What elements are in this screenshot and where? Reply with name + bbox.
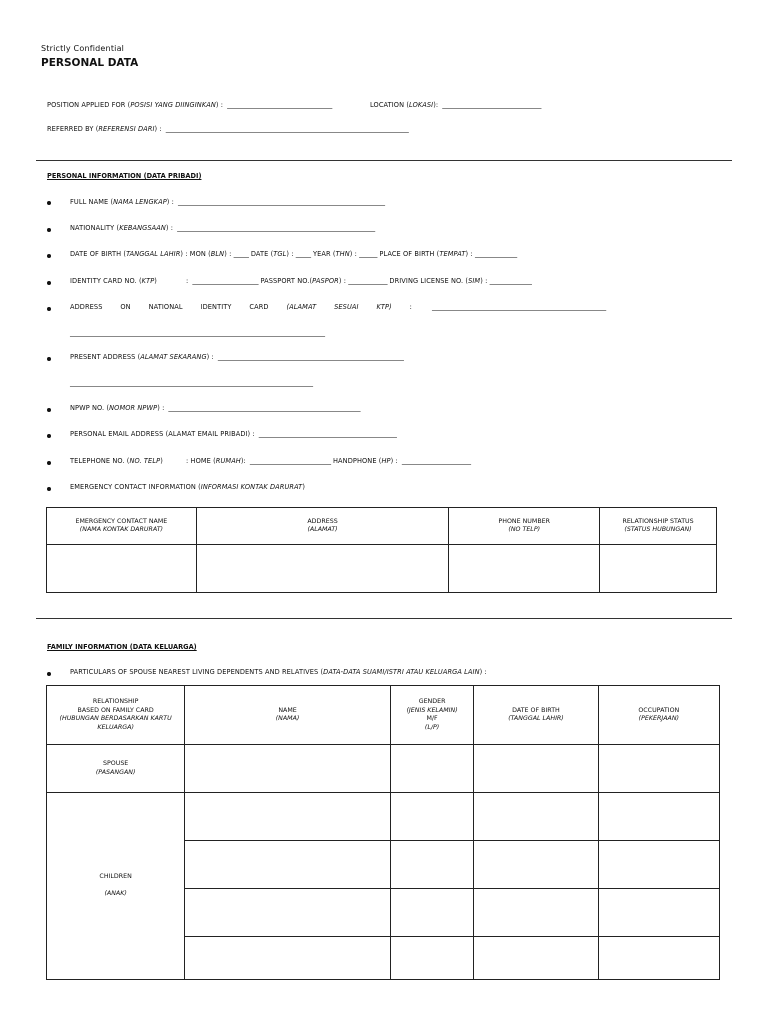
table-row xyxy=(47,745,720,793)
bullet-icon xyxy=(47,307,51,311)
dob-year-field[interactable]: ______ xyxy=(359,250,378,258)
dob-date-field[interactable]: _____ xyxy=(295,250,311,258)
header-relationship: RELATIONSHIP STATUS (STATUS HUBUNGAN) xyxy=(600,508,717,545)
confidential-label: Strictly Confidential xyxy=(41,44,125,53)
spouse-gender-cell[interactable] xyxy=(390,745,474,793)
full-name-row: FULL NAME (NAMA LENGKAP) : _____________________________________________________________________ xyxy=(70,198,385,206)
child-occupation-cell[interactable] xyxy=(598,841,719,889)
family-table xyxy=(46,685,720,980)
location-field[interactable]: _________________________________ xyxy=(440,101,542,109)
referred-row: REFERRED BY (REFERENSI DARI) : _________________________________________________________________________________ xyxy=(47,125,409,133)
table-row xyxy=(47,545,717,593)
nationality-row: NATIONALITY (KEBANGSAAN) : __________________________________________________________________ xyxy=(70,224,375,232)
child-dob-cell[interactable] xyxy=(474,841,598,889)
present-address-field-2[interactable]: _________________________________________________________________________________ xyxy=(70,379,313,387)
bullet-icon xyxy=(47,434,51,438)
personal-section-title: PERSONAL INFORMATION (DATA PRIBADI) xyxy=(47,172,202,180)
header-family-gender: GENDER (JENIS KELAMIN) M/F (L/P) xyxy=(390,686,474,745)
child-occupation-cell[interactable] xyxy=(598,793,719,841)
bullet-icon xyxy=(47,281,51,285)
child-name-cell[interactable] xyxy=(185,793,391,841)
particulars-row: PARTICULARS OF SPOUSE NEAREST LIVING DEPENDENTS AND RELATIVES (DATA-DATA SUAMI/ISTRI ATAU KELUARGA LAIN) : xyxy=(70,668,487,676)
birthplace-field[interactable]: ______________ xyxy=(474,250,517,258)
child-name-cell[interactable] xyxy=(185,937,391,980)
child-gender-cell[interactable] xyxy=(390,793,474,841)
position-row: POSITION APPLIED FOR (POSISI YANG DIINGINKAN) : ___________________________________ xyxy=(47,101,332,109)
identity-row: IDENTITY CARD NO. (KTP) xyxy=(70,277,157,285)
header-phone: PHONE NUMBER (NO TELP) xyxy=(449,508,600,545)
email-field[interactable]: ______________________________________________ xyxy=(256,430,397,438)
present-address-row: PRESENT ADDRESS (ALAMAT SEKARANG) : ______________________________________________________________ xyxy=(70,353,404,361)
child-name-cell[interactable] xyxy=(185,889,391,937)
telephone-fields-row: : HOME (RUMAH): ___________________________ HANDPHONE (HP) : _______________________ xyxy=(186,457,471,465)
dob-month-field[interactable]: _____ xyxy=(233,250,249,258)
emergency-phone-cell[interactable] xyxy=(449,545,600,593)
bullet-icon xyxy=(47,357,51,361)
present-address-field[interactable]: ______________________________________________________________ xyxy=(216,353,404,361)
emergency-name-cell[interactable] xyxy=(47,545,197,593)
address-ktp-row: ADDRESS ON NATIONAL IDENTITY CARD (ALAMAT SESUAI KTP) : xyxy=(70,303,412,311)
child-occupation-cell[interactable] xyxy=(598,937,719,980)
emergency-address-cell[interactable] xyxy=(196,545,449,593)
bullet-icon xyxy=(47,201,51,205)
address-ktp-field-2[interactable]: _____________________________________________________________________________________ xyxy=(70,329,325,337)
child-name-cell[interactable] xyxy=(185,841,391,889)
spouse-dob-cell[interactable] xyxy=(474,745,598,793)
dob-row: DATE OF BIRTH (TANGGAL LAHIR) : MON (BLN) : _____ DATE (TGL) : _____ YEAR (THN) : ______ PLACE OF BIRTH (TEMPAT) : ______________ xyxy=(70,250,517,258)
location-row: LOCATION (LOKASI): _________________________________ xyxy=(370,101,542,109)
nationality-field[interactable]: __________________________________________________________________ xyxy=(175,224,375,232)
child-gender-cell[interactable] xyxy=(390,841,474,889)
table-row xyxy=(47,793,720,841)
full-name-field[interactable]: _____________________________________________________________________ xyxy=(176,198,385,206)
address-ktp-field[interactable]: __________________________________________________________ xyxy=(432,303,606,311)
bullet-icon xyxy=(47,461,51,465)
child-occupation-cell[interactable] xyxy=(598,889,719,937)
child-dob-cell[interactable] xyxy=(474,937,598,980)
passport-field[interactable]: _____________ xyxy=(348,277,388,285)
child-dob-cell[interactable] xyxy=(474,889,598,937)
divider xyxy=(36,160,732,161)
child-gender-cell[interactable] xyxy=(390,937,474,980)
page-title: PERSONAL DATA xyxy=(41,57,139,69)
spouse-name-cell[interactable] xyxy=(185,745,391,793)
npwp-field[interactable]: ________________________________________________________________ xyxy=(166,404,361,412)
driving-license-field[interactable]: ______________ xyxy=(489,277,532,285)
spouse-occupation-cell[interactable] xyxy=(598,745,719,793)
child-dob-cell[interactable] xyxy=(474,793,598,841)
bullet-icon xyxy=(47,487,51,491)
family-section-title: FAMILY INFORMATION (DATA KELUARGA) xyxy=(47,643,197,651)
spouse-label-cell: SPOUSE (PASANGAN) xyxy=(47,745,185,793)
handphone-field[interactable]: _______________________ xyxy=(400,457,471,465)
position-field[interactable]: ___________________________________ xyxy=(225,101,332,109)
telephone-row: TELEPHONE NO. (NO. TELP) xyxy=(70,457,163,465)
referred-field[interactable]: _________________________________________________________________________________ xyxy=(163,125,409,133)
email-row: PERSONAL EMAIL ADDRESS (ALAMAT EMAIL PRIBADI) : ______________________________________________ xyxy=(70,430,397,438)
identity-fields-row: : ______________________ PASSPORT NO.(PASPOR) : _____________ DRIVING LICENSE NO. (SIM) : ______________ xyxy=(186,277,532,285)
header-family-occupation: OCCUPATION (PEKERJAAN) xyxy=(598,686,719,745)
header-family-name: NAME (NAMA) xyxy=(185,686,391,745)
identity-card-field[interactable]: ______________________ xyxy=(190,277,259,285)
home-phone-field[interactable]: ___________________________ xyxy=(248,457,331,465)
header-family-relationship: RELATIONSHIP BASED ON FAMILY CARD (HUBUNGAN BERDASARKAN KARTU KELUARGA) xyxy=(47,686,185,745)
bullet-icon xyxy=(47,672,51,676)
emergency-contact-table xyxy=(46,507,717,593)
bullet-icon xyxy=(47,254,51,258)
bullet-icon xyxy=(47,228,51,232)
header-emergency-name: EMERGENCY CONTACT NAME (NAMA KONTAK DARURAT) xyxy=(47,508,197,545)
header-family-dob: DATE OF BIRTH (TANGGAL LAHIR) xyxy=(474,686,598,745)
bullet-icon xyxy=(47,408,51,412)
emergency-row: EMERGENCY CONTACT INFORMATION (INFORMASI KONTAK DARURAT) xyxy=(70,483,305,491)
divider xyxy=(36,618,732,619)
header-address: ADDRESS (ALAMAT) xyxy=(196,508,449,545)
child-gender-cell[interactable] xyxy=(390,889,474,937)
emergency-relationship-cell[interactable] xyxy=(600,545,717,593)
npwp-row: NPWP NO. (NOMOR NPWP) : ________________________________________________________________ xyxy=(70,404,361,412)
children-label-cell: CHILDREN (ANAK) xyxy=(47,793,185,980)
